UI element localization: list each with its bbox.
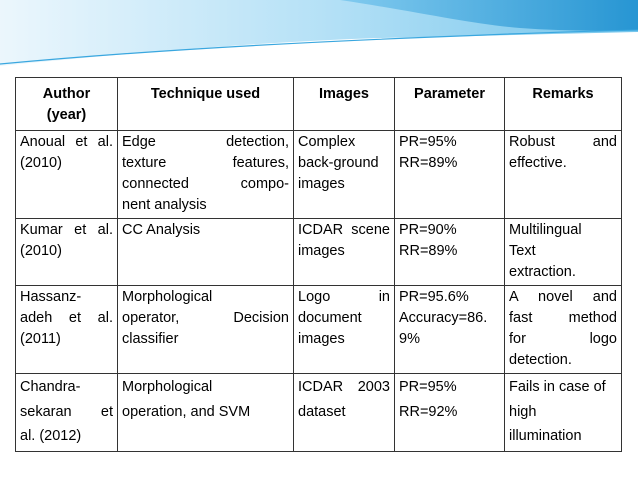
- cell-remarks: Multilingual Text extraction.: [505, 219, 622, 286]
- table-row: [16, 219, 622, 286]
- survey-table: [15, 77, 622, 452]
- cell-technique: Morphological operation, and SVM: [118, 374, 294, 452]
- table-row: [16, 131, 622, 219]
- table-header-row: [16, 78, 622, 131]
- cell-images: ICDAR scene images: [294, 219, 395, 286]
- cell-technique: Morphological operator, Decision classifier: [118, 286, 294, 374]
- cell-remarks: A novel and fast method for logo detection.: [505, 286, 622, 374]
- header-remarks: Remarks: [505, 78, 622, 131]
- cell-parameter: PR=95% RR=92%: [395, 374, 505, 452]
- cell-parameter: PR=95% RR=89%: [395, 131, 505, 219]
- decorative-wave-banner: [0, 0, 638, 80]
- header-author: Author (year): [16, 78, 118, 131]
- header-technique: Technique used: [118, 78, 294, 131]
- cell-author: Kumar et al. (2010): [16, 219, 118, 286]
- table-row: [16, 286, 622, 374]
- cell-parameter: PR=95.6% Accuracy=86. 9%: [395, 286, 505, 374]
- cell-author: Chandra- sekaran et al. (2012): [16, 374, 118, 452]
- cell-images: Complex back-ground images: [294, 131, 395, 219]
- cell-images: ICDAR 2003 dataset: [294, 374, 395, 452]
- cell-parameter: PR=90% RR=89%: [395, 219, 505, 286]
- table-row: [16, 374, 622, 452]
- cell-technique: CC Analysis: [118, 219, 294, 286]
- cell-images: Logo in document images: [294, 286, 395, 374]
- cell-remarks: Robust and effective.: [505, 131, 622, 219]
- header-images: Images: [294, 78, 395, 131]
- cell-technique: Edge detection, texture features, connected compo- nent analysis: [118, 131, 294, 219]
- cell-author: Hassanz- adeh et al. (2011): [16, 286, 118, 374]
- header-parameter: Parameter: [395, 78, 505, 131]
- cell-author: Anoual et al. (2010): [16, 131, 118, 219]
- cell-remarks: Fails in case of high illumination: [505, 374, 622, 452]
